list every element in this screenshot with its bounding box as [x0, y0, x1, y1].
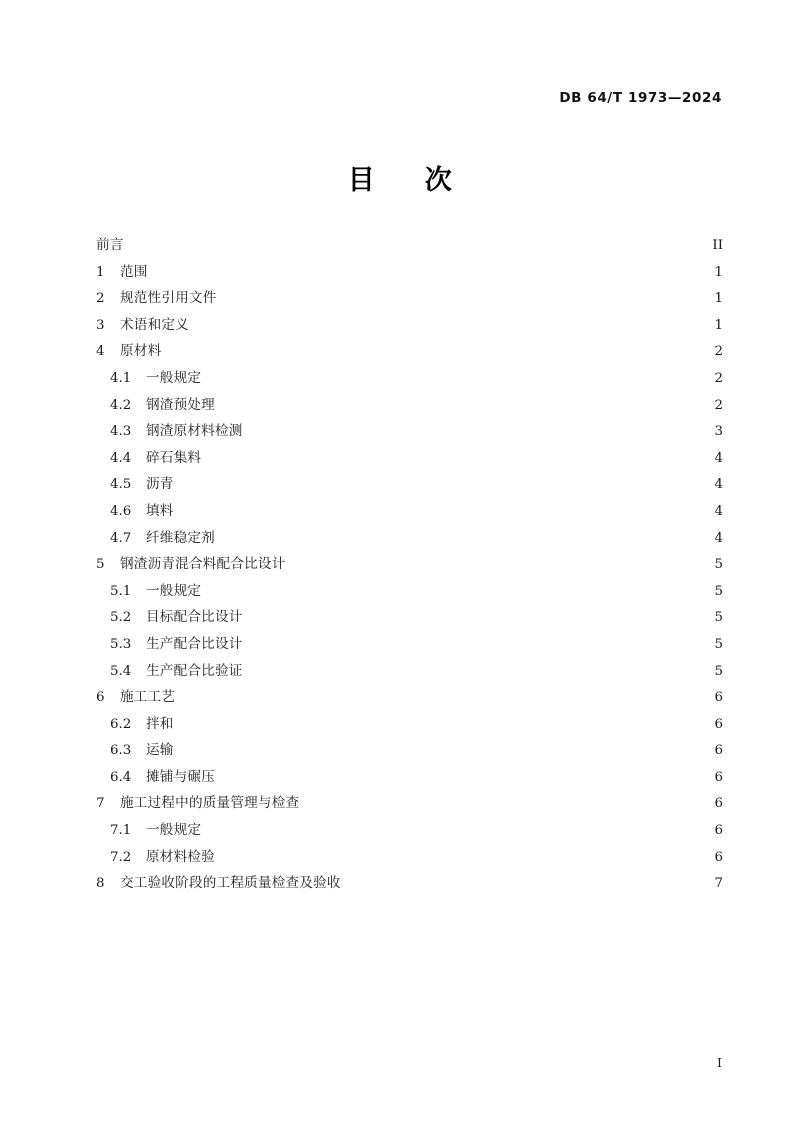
toc-entry-number: 8 — [96, 876, 105, 892]
toc-entry[interactable] — [96, 578, 723, 605]
toc-entry-page-number: 6 — [714, 690, 723, 706]
toc-entry-number: 5.2 — [110, 610, 132, 626]
toc-leader-dots — [202, 368, 710, 382]
toc-entry-page-number: 5 — [714, 583, 723, 599]
toc-entry-page-number: 1 — [714, 264, 723, 280]
toc-entry[interactable] — [96, 445, 723, 472]
toc-entry-number: 6.4 — [110, 769, 132, 785]
toc-entry[interactable] — [96, 285, 723, 312]
toc-entry-page-number: 5 — [714, 557, 723, 573]
toc-entry-label: 生产配合比验证 — [146, 662, 243, 679]
toc-leader-dots — [125, 235, 710, 249]
toc-leader-dots — [244, 661, 710, 675]
toc-entry[interactable] — [96, 392, 723, 419]
toc-leader-dots — [175, 741, 710, 755]
toc-leader-dots — [175, 501, 710, 515]
toc-leader-dots — [244, 422, 710, 436]
toc-entry-number: 4 — [96, 344, 105, 360]
toc-entry-label: 规范性引用文件 — [120, 290, 217, 307]
toc-entry-page-number: 6 — [714, 823, 723, 839]
toc-leader-dots — [244, 608, 710, 622]
toc-entry[interactable] — [96, 471, 723, 498]
toc-entry-page-number: 6 — [714, 849, 723, 865]
toc-entry-label: 钢渣沥青混合料配合比设计 — [120, 556, 286, 573]
toc-entry[interactable] — [96, 764, 723, 791]
toc-leader-dots — [342, 874, 710, 888]
toc-entry-page-number: 5 — [714, 636, 723, 652]
toc-leader-dots — [216, 395, 710, 409]
toc-entry-page-number: II — [712, 238, 723, 253]
toc-entry[interactable] — [96, 551, 723, 578]
toc-entry-page-number: 6 — [714, 716, 723, 732]
toc-entry-number: 7.1 — [110, 823, 132, 839]
toc-entry-label: 一般规定 — [146, 582, 202, 599]
toc-entry-number: 7.2 — [110, 849, 132, 865]
toc-entry-page-number: 6 — [714, 743, 723, 759]
toc-entry[interactable] — [96, 365, 723, 392]
toc-leader-dots — [244, 634, 710, 648]
toc-entry[interactable] — [96, 338, 723, 365]
toc-entry-page-number: 6 — [714, 796, 723, 812]
toc-entry-page-number: 7 — [714, 876, 723, 892]
toc-leader-dots — [218, 289, 710, 303]
toc-entry[interactable] — [96, 312, 723, 339]
toc-entry-number: 5.4 — [110, 663, 132, 679]
toc-entry-number: 1 — [96, 264, 105, 280]
toc-entry-label: 纤维稳定剂 — [146, 529, 215, 546]
toc-entry-page-number: 4 — [714, 530, 723, 546]
toc-entry-page-number: 2 — [714, 370, 723, 386]
toc-entry-page-number: 4 — [714, 477, 723, 493]
toc-entry-page-number: 2 — [714, 397, 723, 413]
toc-entry-label: 碎石集料 — [146, 449, 202, 466]
toc-leader-dots — [162, 342, 710, 356]
toc-entry-page-number: 4 — [714, 450, 723, 466]
toc-entry-number: 2 — [96, 291, 105, 307]
toc-entry-label: 填料 — [146, 502, 174, 519]
toc-entry-label: 术语和定义 — [120, 316, 189, 333]
toc-entry-number: 4.3 — [110, 424, 132, 440]
toc-entry-number: 6.3 — [110, 743, 132, 759]
page-footer — [96, 1055, 722, 1070]
toc-entry-page-number: 6 — [714, 769, 723, 785]
toc-entry-number: 6 — [96, 690, 105, 706]
toc-entry[interactable] — [96, 870, 723, 897]
toc-entry-number: 4.1 — [110, 370, 132, 386]
toc-entry[interactable] — [96, 737, 723, 764]
toc-entry-label: 一般规定 — [146, 822, 202, 839]
toc-leader-dots — [149, 262, 710, 276]
toc-entry-label: 原材料 — [120, 343, 162, 360]
toc-entry-page-number: 1 — [714, 317, 723, 333]
toc-entry-number: 6.2 — [110, 716, 132, 732]
toc-entry[interactable] — [96, 604, 723, 631]
toc-entry-page-number: 5 — [714, 663, 723, 679]
toc-entry[interactable] — [96, 498, 723, 525]
table-of-contents — [96, 232, 723, 897]
toc-leader-dots — [202, 448, 710, 462]
toc-leader-dots — [202, 581, 710, 595]
toc-entry-page-number: 4 — [714, 503, 723, 519]
toc-entry[interactable] — [96, 711, 723, 738]
toc-entry[interactable] — [96, 684, 723, 711]
toc-entry[interactable] — [96, 525, 723, 552]
toc-leader-dots — [287, 555, 710, 569]
toc-entry[interactable] — [96, 844, 723, 871]
toc-leader-dots — [300, 794, 710, 808]
page-title: 目 次 — [347, 165, 453, 196]
toc-entry-number: 4.5 — [110, 477, 132, 493]
toc-entry-page-number: 5 — [714, 610, 723, 626]
toc-entry[interactable] — [96, 817, 723, 844]
running-header — [96, 90, 722, 112]
toc-entry-page-number: 3 — [714, 424, 723, 440]
toc-entry-number: 5.1 — [110, 583, 132, 599]
toc-entry-label: 拌和 — [146, 715, 174, 732]
toc-entry-number: 4.4 — [110, 450, 132, 466]
toc-entry-label: 原材料检验 — [146, 848, 215, 865]
toc-entry-label: 摊铺与碾压 — [146, 768, 215, 785]
toc-entry-label: 施工工艺 — [120, 689, 176, 706]
page-number: I — [717, 1055, 722, 1070]
toc-entry-label: 生产配合比设计 — [146, 635, 243, 652]
toc-entry-label: 一般规定 — [146, 369, 202, 386]
toc-leader-dots — [216, 767, 710, 781]
toc-leader-dots — [190, 315, 710, 329]
toc-entry-label: 沥青 — [146, 476, 174, 493]
toc-entry-number: 5.3 — [110, 636, 132, 652]
toc-entry-label: 钢渣原材料检测 — [146, 423, 243, 440]
toc-entry[interactable] — [96, 259, 723, 286]
toc-entry-page-number: 1 — [714, 291, 723, 307]
toc-leader-dots — [175, 714, 710, 728]
toc-entry[interactable] — [96, 232, 723, 259]
toc-leader-dots — [176, 688, 710, 702]
toc-entry-number: 3 — [96, 317, 105, 333]
toc-entry[interactable] — [96, 790, 723, 817]
toc-entry-number: 4.2 — [110, 397, 132, 413]
toc-entry-label: 钢渣预处理 — [146, 396, 215, 413]
toc-entry-label: 目标配合比设计 — [146, 609, 243, 626]
toc-entry[interactable] — [96, 658, 723, 685]
toc-entry-number: 4.6 — [110, 503, 132, 519]
toc-entry-number: 4.7 — [110, 530, 132, 546]
toc-leader-dots — [216, 847, 710, 861]
toc-leader-dots — [175, 475, 710, 489]
toc-entry[interactable] — [96, 631, 723, 658]
toc-entry[interactable] — [96, 418, 723, 445]
toc-entry-label: 施工过程中的质量管理与检查 — [120, 795, 300, 812]
standard-number: DB 64/T 1973—2024 — [559, 90, 722, 106]
toc-entry-label: 范围 — [120, 263, 148, 280]
toc-entry-number: 5 — [96, 557, 105, 573]
toc-entry-label: 运输 — [146, 742, 174, 759]
toc-leader-dots — [202, 820, 710, 834]
toc-entry-label: 交工验收阶段的工程质量检查及验收 — [120, 875, 341, 892]
toc-leader-dots — [216, 528, 710, 542]
toc-entry-label: 前言 — [96, 237, 124, 253]
toc-entry-page-number: 2 — [714, 344, 723, 360]
toc-entry-number: 7 — [96, 796, 105, 812]
